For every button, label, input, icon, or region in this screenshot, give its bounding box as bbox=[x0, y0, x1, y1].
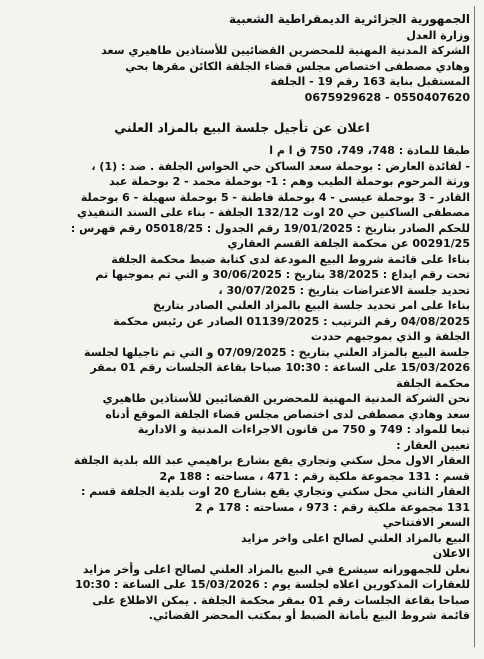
body-line: سعد وهادي مصطفى لدى اختصاص مجلس قضاء الجلفة الموقع أدناه bbox=[105, 407, 470, 421]
body-line: محكمة الجلفة bbox=[396, 376, 470, 390]
body-line: القادر - 3 بوحملة عيسى - 4 بوحملة فاطنة - 5 بوحملة سهيلة - 6 بوحملة bbox=[80, 190, 470, 204]
company-address: المستقبل بناية 163 رقم 19 - الجلفة bbox=[270, 75, 470, 88]
body-line: جلسة البيع بالمزاد العلني بتاريخ : 07/09/2025 و التي تم تاجيلها لجلسة bbox=[84, 345, 470, 359]
body-line: العقار الاول محل سكني وتجاري يقع بشارع براهيمي عبد الله بلدية الجلفة bbox=[73, 454, 470, 467]
body-line: مصطفى الساكنين حي 20 اوت 132/12 الجلفة - بناء على السند التنفيذي bbox=[76, 206, 470, 219]
body-line: تحت رقم ايداع : 38/2025 بتاريخ : 30/06/2025 و التي تم بموجبها تم bbox=[95, 268, 470, 281]
body-line: - لفائدة العارض : بوحملة سعد الساكن حي الحواس الجلفة . ضد : (1) ، bbox=[91, 159, 470, 173]
ministry-heading: وزارة العدل bbox=[406, 28, 470, 42]
body-line: نحن الشركة المدنية المهنية للمحضرين القضائيين للأستاذين طاهيري bbox=[102, 392, 470, 405]
body-line: الجلفة و الذي بموجبهم حددت bbox=[310, 330, 470, 343]
body-line: بناءا على امر تحديد جلسة البيع بالمزاد العلني الصادر بتاريخ bbox=[153, 299, 470, 312]
legal-notice-page bbox=[6, 6, 478, 647]
body-line: قائمة شروط البيع بأمانة الضبط أو بمكتب المحضر القضائي. bbox=[148, 609, 470, 622]
body-line: 04/08/2025 رقم الترتيب : 01139/2025 الصادر عن رئيس محكمة bbox=[113, 314, 470, 328]
body-line: البيع بالمزاد العلني لصالح اعلى واخر مزايد bbox=[241, 531, 470, 545]
body-line: نعلن للجمهورانه سيشرع في البيع بالمزاد العلني لصالح اعلى وأخر مزايد bbox=[82, 562, 470, 576]
republic-heading: الجمهورية الجزائرية الديمقراطية الشعبية bbox=[228, 12, 470, 26]
body-line: ورثة المرحوم بوحملة الطيب وهم : 1- بوحملة محمد - 2 بوحملة عبد bbox=[109, 175, 470, 188]
property-section-label: تعيين العقار : bbox=[396, 438, 470, 452]
body-line: قسم : 131 مجموعة ملكية رقم : 471 ، مساحته : 188 م2 bbox=[159, 469, 470, 483]
company-line: وهادي مصطفى اختصاص مجلس قضاء الجلفة الكائن مقرها بحي bbox=[125, 59, 470, 73]
body-line: 15/03/2026 على الساعة : 10:30 صباحا بقاعة الجلسات رقم 01 بمقر bbox=[90, 361, 470, 374]
body-line: العقار الثاني محل سكني وتجاري يقع بشارع 20 اوت بلدية الجلفة قسم : bbox=[80, 485, 470, 498]
body-line: تحديد جلسة الاعتراضات بتاريخ : 30/07/2025 ، bbox=[218, 283, 470, 297]
notice-title: اعلان عن تأجيل جلسة البيع بالمزاد العلني bbox=[114, 120, 370, 135]
body-line: 131 مجموعة ملكية رقم : 973 ، مساحته : 178 م 2 bbox=[194, 500, 470, 514]
announcement-label: الاعلان bbox=[432, 547, 470, 560]
border-line bbox=[474, 6, 475, 647]
body-line: تبعا للمواد : 749 و 750 من قانون الاجراءات المدنية و الادارية bbox=[137, 423, 470, 436]
body-line: طبقا للمادة : 748، 749، 750 ق ا م ا bbox=[269, 144, 470, 157]
opening-price-label: السعر الافتتاحي bbox=[382, 516, 470, 529]
company-phones: 0550407620 - 0675929628 bbox=[304, 90, 470, 104]
body-line: 00291/25 عن محكمة الجلفة القسم العقاري bbox=[227, 237, 470, 250]
body-line: للعقارات المذكورين اعلاه لجلسة يوم : 15/03/2026 على الساعة : 10:30 bbox=[75, 578, 470, 591]
body-line: صباحا بقاعة الجلسات رقم 01 بمقر محكمة الجلفة . يمكن الاطلاع على bbox=[92, 593, 470, 607]
company-line: الشركة المدنية المهنية للمحضرين القضائيين للأستاذين طاهيري سعد bbox=[101, 44, 470, 57]
body-line: بناءا على قائمة شروط البيع المودعة لدى كتابة ضبط محكمة الجلفة bbox=[111, 252, 470, 266]
body-line: للحكم الصادر بتاريخ : 19/01/2025 رقم الجدول : 05018/25 رقم فهرس : bbox=[70, 221, 470, 235]
